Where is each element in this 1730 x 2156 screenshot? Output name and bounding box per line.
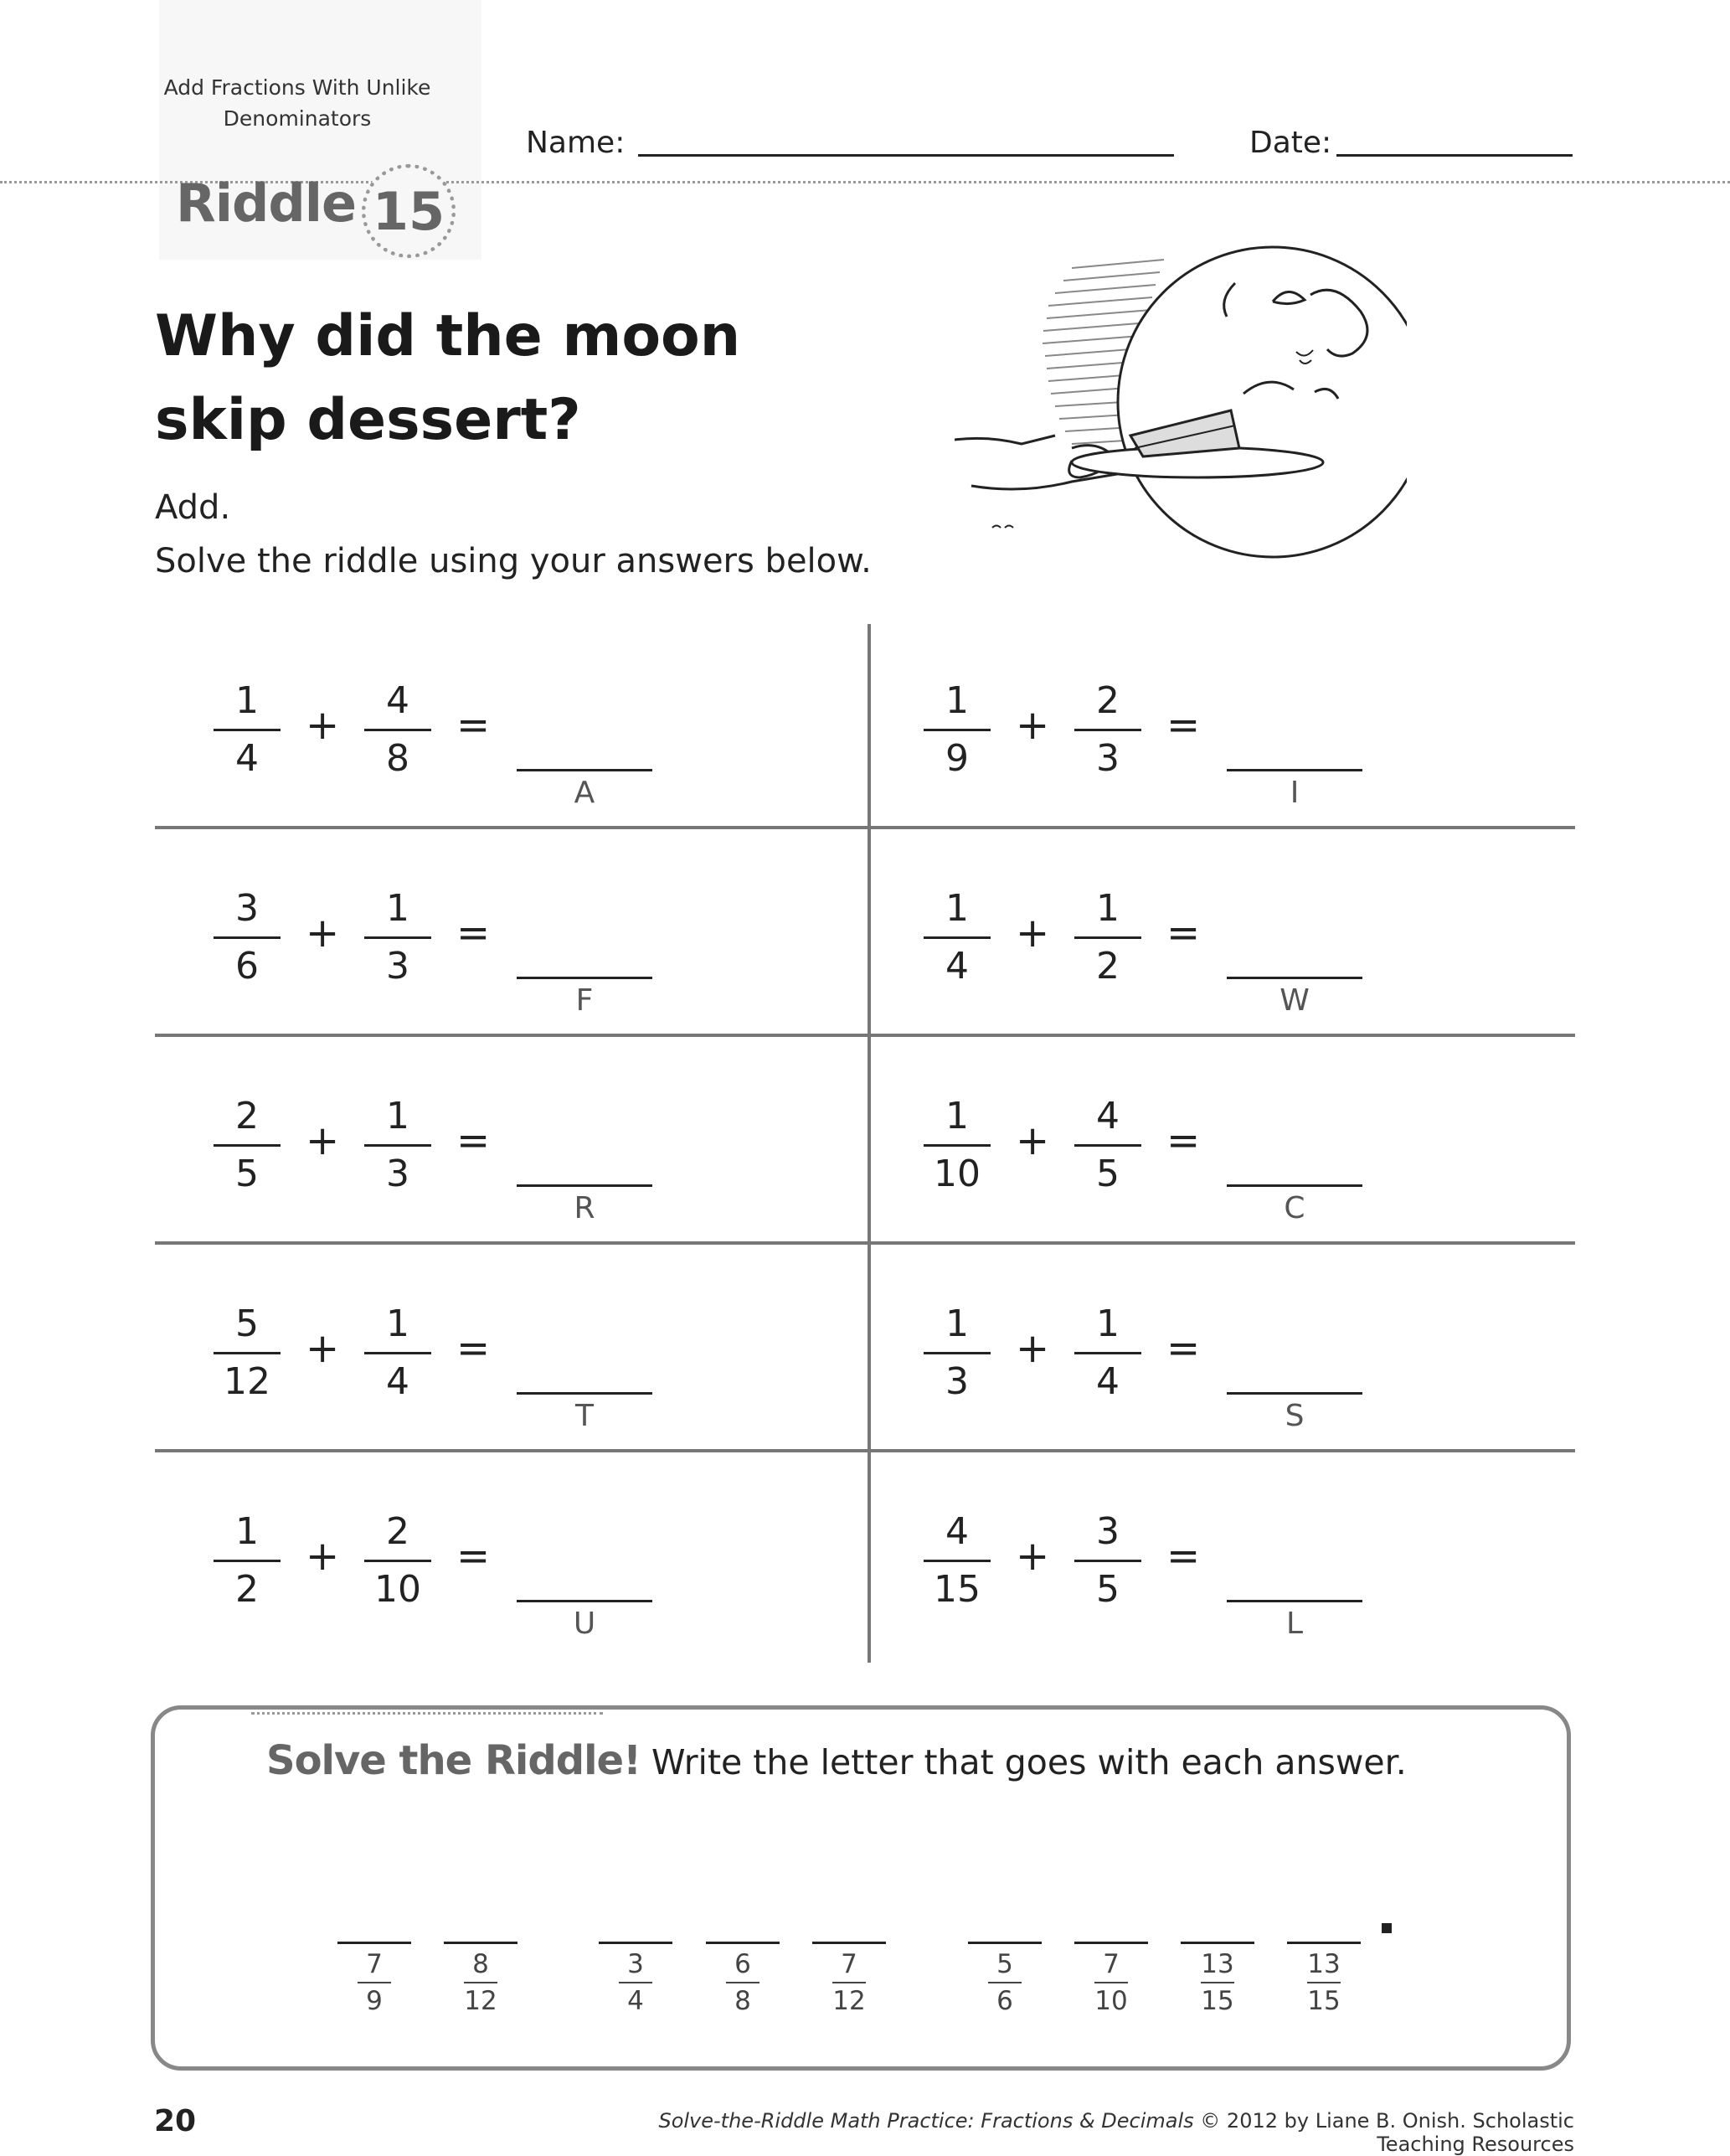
fraction-bar: [619, 1982, 652, 1983]
numerator: 2: [386, 1510, 409, 1553]
fraction-addend-1: [924, 885, 991, 991]
denominator: 9: [945, 737, 969, 780]
fraction-bar: [214, 729, 281, 731]
fraction-bar: [364, 729, 431, 731]
fraction-addend-1: [924, 1508, 991, 1614]
fraction-addend-1: [214, 677, 281, 783]
grid-vertical-divider: [868, 624, 871, 1663]
fraction-addend-1: [924, 1300, 991, 1406]
instructions: [155, 481, 872, 588]
plus-sign: +: [306, 1325, 340, 1372]
numerator: 13: [1201, 1949, 1234, 1979]
equals-sign: =: [1166, 1117, 1201, 1164]
grid-row-divider: [155, 826, 1575, 829]
equals-sign: =: [1166, 702, 1201, 749]
numerator: 2: [1096, 679, 1120, 722]
letter-blank[interactable]: [1181, 1942, 1254, 1944]
answer-fraction: [1181, 1948, 1254, 2017]
equals-sign: =: [456, 702, 491, 749]
letter-blank[interactable]: [1287, 1942, 1361, 1944]
numerator: 8: [472, 1949, 489, 1979]
plus-sign: +: [1016, 1325, 1050, 1372]
answer-letter: L: [1285, 1607, 1304, 1641]
answer-letter: S: [1285, 1399, 1305, 1433]
fraction-addend-2: [1074, 1300, 1141, 1406]
answer-field[interactable]: [517, 1392, 652, 1395]
answer-letter: C: [1284, 1191, 1305, 1225]
fraction-addend-2: [1074, 1092, 1141, 1199]
denominator: 4: [235, 737, 259, 780]
numerator: 1: [945, 1302, 969, 1345]
fraction-bar: [1074, 1144, 1141, 1147]
name-field[interactable]: [638, 154, 1174, 157]
instruction-add: Add.: [155, 488, 231, 527]
fraction-addend-2: [364, 677, 431, 783]
numerator: 1: [386, 1095, 409, 1137]
fraction-addend-2: [1074, 885, 1141, 991]
answer-field[interactable]: [1227, 1600, 1362, 1602]
answer-fraction: [444, 1948, 517, 2017]
fraction-bar: [214, 1144, 281, 1147]
equals-sign: =: [1166, 1533, 1201, 1580]
denominator: 12: [464, 1986, 497, 2016]
fraction-bar: [358, 1982, 391, 1983]
numerator: 5: [235, 1302, 259, 1345]
numerator: 4: [945, 1510, 969, 1553]
answer-field[interactable]: [1227, 1184, 1362, 1187]
denominator: 3: [386, 945, 409, 988]
numerator: 2: [235, 1095, 259, 1137]
numerator: 1: [945, 1095, 969, 1137]
page-number: 20: [154, 2104, 197, 2138]
fraction-addend-2: [364, 885, 431, 991]
fraction-bar: [364, 1560, 431, 1562]
letter-blank[interactable]: [599, 1942, 672, 1944]
fraction-addend-2: [364, 1300, 431, 1406]
answer-field[interactable]: [517, 769, 652, 771]
fraction-addend-1: [214, 1508, 281, 1614]
fraction-addend-1: [214, 885, 281, 991]
numerator: 7: [841, 1949, 857, 1979]
fraction-bar: [1074, 729, 1141, 731]
letter-blank[interactable]: [812, 1942, 886, 1944]
fraction-bar: [924, 729, 991, 731]
answer-fraction: [706, 1948, 780, 2017]
sentence-period: [1382, 1923, 1392, 1933]
numerator: 4: [386, 679, 409, 722]
letter-blank[interactable]: [968, 1942, 1042, 1944]
fraction-bar: [726, 1982, 759, 1983]
answer-field[interactable]: [1227, 1392, 1362, 1395]
answer-letter: A: [574, 776, 595, 810]
answer-letter: T: [575, 1399, 594, 1433]
equals-sign: =: [456, 1117, 491, 1164]
fraction-bar: [924, 1560, 991, 1562]
fraction-addend-1: [924, 677, 991, 783]
plus-sign: +: [1016, 1117, 1050, 1164]
denominator: 15: [1201, 1986, 1234, 2016]
equals-sign: =: [1166, 910, 1201, 957]
numerator: 7: [1103, 1949, 1120, 1979]
answer-field[interactable]: [517, 1184, 652, 1187]
fraction-bar: [832, 1982, 866, 1983]
fraction-bar: [1074, 1352, 1141, 1354]
denominator: 8: [734, 1986, 751, 2016]
moon-with-cake-icon: [955, 235, 1407, 586]
answer-fraction: [599, 1948, 672, 2017]
fraction-bar: [364, 936, 431, 939]
denominator: 3: [1096, 737, 1120, 780]
denominator: 15: [934, 1568, 981, 1611]
answer-letter: R: [574, 1191, 595, 1225]
answer-field[interactable]: [517, 1600, 652, 1602]
answer-field[interactable]: [1227, 769, 1362, 771]
fraction-bar: [1307, 1982, 1341, 1983]
numerator: 6: [734, 1949, 751, 1979]
denominator: 4: [627, 1986, 644, 2016]
numerator: 3: [627, 1949, 644, 1979]
denominator: 5: [1096, 1568, 1120, 1611]
denominator: 3: [945, 1360, 969, 1403]
fraction-bar: [1094, 1982, 1128, 1983]
grid-row-divider: [155, 1241, 1575, 1245]
denominator: 5: [235, 1153, 259, 1195]
answer-fraction: [337, 1948, 411, 2017]
denominator: 9: [366, 1986, 383, 2016]
answer-field[interactable]: [1227, 977, 1362, 979]
answer-fraction: [1287, 1948, 1361, 2017]
numerator: 1: [386, 887, 409, 930]
plus-sign: +: [306, 1117, 340, 1164]
denominator: 2: [235, 1568, 259, 1611]
plus-sign: +: [306, 910, 340, 957]
equals-sign: =: [456, 910, 491, 957]
numerator: 1: [1096, 887, 1120, 930]
numerator: 13: [1307, 1949, 1341, 1979]
plus-sign: +: [1016, 910, 1050, 957]
equals-sign: =: [456, 1533, 491, 1580]
numerator: 5: [996, 1949, 1013, 1979]
instruction-solve: Solve the riddle using your answers below.: [155, 542, 872, 580]
name-label: Name:: [526, 126, 626, 160]
plus-sign: +: [306, 1533, 340, 1580]
numerator: 1: [386, 1302, 409, 1345]
equals-sign: =: [1166, 1325, 1201, 1372]
fraction-addend-2: [1074, 677, 1141, 783]
denominator: 8: [386, 737, 409, 780]
answer-fraction: [968, 1948, 1042, 2017]
denominator: 15: [1307, 1986, 1341, 2016]
denominator: 10: [374, 1568, 421, 1611]
fraction-bar: [924, 1144, 991, 1147]
fraction-addend-1: [924, 1092, 991, 1199]
fraction-bar: [924, 1352, 991, 1354]
fraction-bar: [214, 1560, 281, 1562]
grid-row-divider: [155, 1034, 1575, 1037]
riddle-question: Why did the moon skip dessert?: [155, 303, 741, 453]
answer-field[interactable]: [517, 977, 652, 979]
denominator: 5: [1096, 1153, 1120, 1195]
fraction-bar: [924, 936, 991, 939]
date-field[interactable]: [1336, 154, 1573, 157]
equals-sign: =: [456, 1325, 491, 1372]
fraction-addend-1: [214, 1092, 281, 1199]
credit-line: © 2012 by Liane B. Onish. Scholastic Teaching Resources: [1200, 2109, 1574, 2156]
copyright-footer: [578, 2109, 1574, 2156]
numerator: 1: [945, 679, 969, 722]
denominator: 12: [224, 1360, 270, 1403]
denominator: 4: [1096, 1360, 1120, 1403]
denominator: 10: [1094, 1986, 1128, 2016]
riddle-number-badge: 15: [362, 164, 456, 258]
topic-label: Add Fractions With Unlike Denominators: [163, 75, 431, 131]
numerator: 1: [235, 679, 259, 722]
answer-letter: U: [573, 1607, 596, 1641]
plus-sign: +: [1016, 702, 1050, 749]
solve-title-decoration: [251, 1712, 603, 1715]
letter-blank[interactable]: [1074, 1942, 1148, 1944]
fraction-addend-2: [364, 1092, 431, 1199]
solve-riddle-instruction: Write the letter that goes with each answer.: [651, 1742, 1407, 1782]
numerator: 3: [1096, 1510, 1120, 1553]
letter-blank[interactable]: [706, 1942, 780, 1944]
fraction-bar: [214, 1352, 281, 1354]
fraction-bar: [1074, 936, 1141, 939]
numerator: 3: [235, 887, 259, 930]
denominator: 4: [945, 945, 969, 988]
fraction-addend-1: [214, 1300, 281, 1406]
denominator: 4: [386, 1360, 409, 1403]
fraction-bar: [988, 1982, 1022, 1983]
book-title: Solve-the-Riddle Math Practice: Fractions & Decimals: [658, 2109, 1194, 2133]
plus-sign: +: [1016, 1533, 1050, 1580]
riddle-label: Riddle: [176, 173, 357, 234]
numerator: 7: [366, 1949, 383, 1979]
fraction-bar: [364, 1352, 431, 1354]
fraction-bar: [214, 936, 281, 939]
fraction-bar: [464, 1982, 497, 1983]
fraction-addend-2: [1074, 1508, 1141, 1614]
letter-blank[interactable]: [337, 1942, 411, 1944]
fraction-bar: [1074, 1560, 1141, 1562]
date-label: Date:: [1249, 126, 1332, 160]
plus-sign: +: [306, 702, 340, 749]
numerator: 1: [235, 1510, 259, 1553]
grid-row-divider: [155, 1449, 1575, 1452]
denominator: 3: [386, 1153, 409, 1195]
denominator: 2: [1096, 945, 1120, 988]
fraction-bar: [1201, 1982, 1234, 1983]
denominator: 6: [996, 1986, 1013, 2016]
numerator: 1: [945, 887, 969, 930]
answer-fraction: [812, 1948, 886, 2017]
answer-letter: W: [1279, 983, 1310, 1018]
denominator: 6: [235, 945, 259, 988]
numerator: 1: [1096, 1302, 1120, 1345]
answer-fraction: [1074, 1948, 1148, 2017]
fraction-bar: [364, 1144, 431, 1147]
solve-riddle-title: Solve the Riddle!: [266, 1737, 641, 1784]
denominator: 10: [934, 1153, 981, 1195]
fraction-addend-2: [364, 1508, 431, 1614]
answer-letter: I: [1290, 776, 1300, 810]
denominator: 12: [832, 1986, 866, 2016]
letter-blank[interactable]: [444, 1942, 517, 1944]
answer-letter: F: [575, 983, 594, 1018]
numerator: 4: [1096, 1095, 1120, 1137]
